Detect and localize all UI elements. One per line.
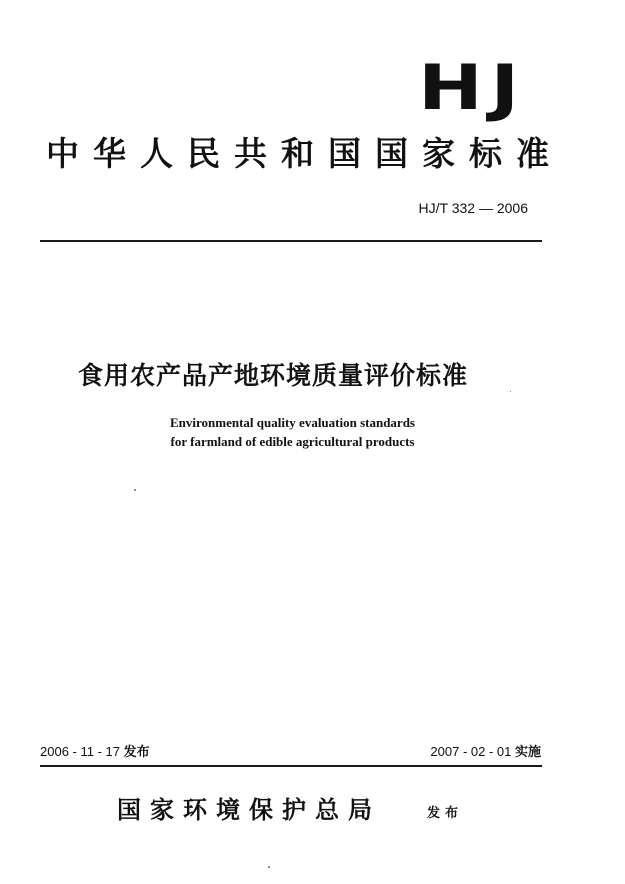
header-divider xyxy=(40,240,542,242)
standard-title-chinese: 食用农产品产地环境质量评价标准 xyxy=(78,361,469,390)
hj-logo: HJ xyxy=(418,51,527,124)
scan-speck xyxy=(510,391,511,392)
scan-speck xyxy=(134,489,136,491)
implementation-date-value: 2007 - 02 - 01 xyxy=(430,744,512,759)
footer-divider xyxy=(40,765,542,767)
issue-date xyxy=(40,743,150,762)
implementation-date xyxy=(430,743,541,762)
standard-title-english-line2: for farmland of edible agricultural products xyxy=(170,434,415,449)
standard-title-english-line1: Environmental quality evaluation standards xyxy=(169,415,415,430)
issue-date-value: 2006 - 11 - 17 xyxy=(40,744,120,759)
implementation-date-label: 实施 xyxy=(514,745,541,760)
national-standard-heading: 中华人民共和国国家标准 xyxy=(46,134,563,173)
standard-number: HJ/T 332 — 2006 xyxy=(418,200,528,216)
issuing-authority-action: 发布 xyxy=(427,806,464,821)
scan-speck xyxy=(268,866,270,868)
issuing-authority: 国家环境保护总局 xyxy=(117,795,381,824)
issue-date-label: 发布 xyxy=(123,745,150,760)
